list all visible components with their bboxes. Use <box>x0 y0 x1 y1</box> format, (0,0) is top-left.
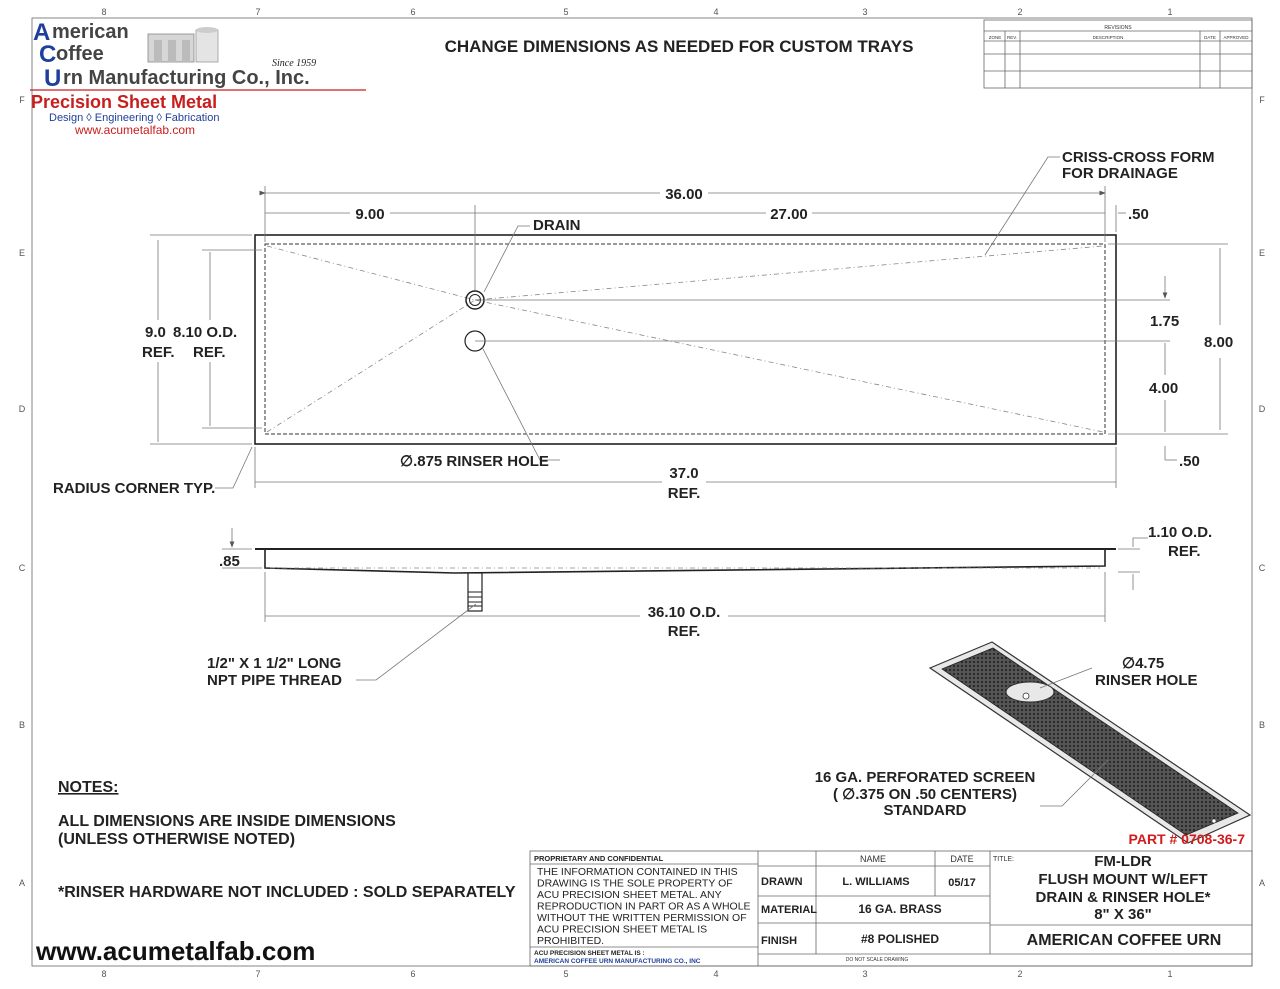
rev-col-zone: ZONE <box>988 35 1002 40</box>
dim-3610-ref: REF. <box>667 623 701 640</box>
logo-precision: Precision Sheet Metal <box>31 92 218 112</box>
tb-title-line: FM-LDR <box>1094 853 1152 870</box>
dim-4-00: 4.00 <box>1149 380 1179 397</box>
top-view-dimensions <box>53 149 1233 502</box>
zone-label-right: E <box>1258 248 1266 258</box>
logo-word-coffee: offee <box>56 43 104 65</box>
tb-drawn-label: DRAWN <box>761 876 803 888</box>
zone-label-top: 7 <box>255 7 261 17</box>
notes-line1: ALL DIMENSIONS ARE INSIDE DIMENSIONS <box>58 813 396 830</box>
zone-label-right: C <box>1258 563 1266 573</box>
urn-icon <box>148 27 218 62</box>
part-number: PART # 0708-36-7 <box>1128 831 1245 847</box>
zone-label-bottom: 1 <box>1167 969 1173 979</box>
website-url: www.acumetalfab.com <box>36 936 316 966</box>
rev-col-approved: APPROVED <box>1223 35 1249 40</box>
revisions-title: REVISIONS <box>1104 25 1132 31</box>
zone-label-top: 6 <box>410 7 416 17</box>
logo-services: Design ◊ Engineering ◊ Fabrication <box>49 112 220 124</box>
tb-do-not-scale: DO NOT SCALE DRAWING <box>845 957 909 963</box>
tb-drawn-name: L. WILLIAMS <box>842 876 910 888</box>
zone-label-bottom: 5 <box>563 969 569 979</box>
tb-title-line: 8" X 36" <box>1094 906 1152 923</box>
title-block <box>530 851 1252 966</box>
logo-letter-u: U <box>44 65 62 92</box>
tb-prop-line: THE INFORMATION CONTAINED IN THIS <box>537 866 738 878</box>
tb-company: AMERICAN COFFEE URN <box>1026 932 1222 949</box>
logo-word-urn: rn Manufacturing Co., Inc. <box>63 67 310 89</box>
dim-37: 37.0 <box>669 465 699 482</box>
notes-line3: *RINSER HARDWARE NOT INCLUDED : SOLD SEPARATELY <box>58 884 516 901</box>
zone-label-bottom: 3 <box>862 969 868 979</box>
label-pipe-1: 1/2" X 1 1/2" LONG <box>207 655 342 672</box>
label-screen-2: ( ∅.375 ON .50 CENTERS) <box>833 786 1017 803</box>
dim-085: .85 <box>219 553 240 570</box>
rev-col-description: DESCRIPTION <box>1092 35 1124 40</box>
logo-word-american: merican <box>52 21 129 43</box>
zone-label-top: 5 <box>563 7 569 17</box>
dim-36: 36.00 <box>665 186 703 203</box>
dim-37-ref: REF. <box>667 485 701 502</box>
tb-finish-label: FINISH <box>761 935 798 947</box>
zone-label-left: F <box>19 95 25 105</box>
zone-label-left: C <box>18 563 26 573</box>
label-crisscross-2: FOR DRAINAGE <box>1062 165 1178 182</box>
zone-label-left: E <box>18 248 26 258</box>
page-title: CHANGE DIMENSIONS AS NEEDED FOR CUSTOM TRAYS <box>444 37 914 56</box>
tb-acu-line: ACU PRECISION SHEET METAL IS : <box>534 950 645 957</box>
side-view <box>255 549 1116 611</box>
zone-label-right: F <box>1259 95 1265 105</box>
dim-27: 27.00 <box>770 206 808 223</box>
dim-110-ref: REF. <box>1168 543 1201 560</box>
dim-1-75: 1.75 <box>1150 313 1180 330</box>
tb-date-header: DATE <box>950 854 974 864</box>
dim-9-0-ref: REF. <box>142 344 175 361</box>
zone-label-bottom: 2 <box>1017 969 1023 979</box>
dim-810: 8.10 O.D. <box>173 324 238 341</box>
notes-heading: NOTES: <box>58 779 119 796</box>
zone-label-right: B <box>1258 720 1266 730</box>
label-screen-1: 16 GA. PERFORATED SCREEN <box>814 769 1036 786</box>
tray-outline <box>255 235 1116 444</box>
zone-label-left: A <box>18 878 26 888</box>
tb-prop-line: ACU PRECISION SHEET METAL. ANY <box>537 889 722 901</box>
tb-acu-company: AMERICAN COFFEE URN MANUFACTURING CO., INC <box>534 958 701 965</box>
zone-label-top: 8 <box>101 7 107 17</box>
label-drain: DRAIN <box>533 217 581 234</box>
dim-050-top: .50 <box>1128 206 1149 223</box>
tb-name-header: NAME <box>859 854 887 864</box>
tb-prop-line: WITHOUT THE WRITTEN PERMISSION OF <box>537 912 747 924</box>
tb-proprietary: PROPRIETARY AND CONFIDENTIAL <box>534 854 664 863</box>
zone-label-top: 1 <box>1167 7 1173 17</box>
zone-label-right: A <box>1258 878 1266 888</box>
zone-label-top: 2 <box>1017 7 1023 17</box>
dim-050-bottom: .50 <box>1179 453 1200 470</box>
logo-letter-a: A <box>33 19 51 46</box>
rev-col-date: DATE <box>1204 35 1216 40</box>
tb-prop-line: ACU PRECISION SHEET METAL IS <box>537 923 708 936</box>
logo-url: www.acumetalfab.com <box>75 123 196 137</box>
tray-inner-outline <box>265 244 1105 434</box>
tb-prop-line: DRAWING IS THE SOLE PROPERTY OF <box>537 877 733 890</box>
dim-810-ref: REF. <box>193 344 226 361</box>
label-rinser-475-1: ∅4.75 <box>1122 655 1165 672</box>
rev-col-rev: REV. <box>1006 35 1018 40</box>
zone-label-bottom: 7 <box>255 969 261 979</box>
zone-label-right: D <box>1258 404 1266 414</box>
logo-letter-c: C <box>39 41 57 68</box>
zone-label-left: D <box>18 404 26 414</box>
zone-label-bottom: 8 <box>101 969 107 979</box>
zone-label-bottom: 6 <box>410 969 416 979</box>
notes <box>35 779 516 966</box>
tb-prop-line: PROHIBITED. <box>537 935 605 947</box>
label-screen-3: STANDARD <box>883 802 967 819</box>
zone-label-bottom: 4 <box>713 969 719 979</box>
label-rinser-475-2: RINSER HOLE <box>1095 672 1198 689</box>
top-view <box>255 235 1170 444</box>
tb-finish: #8 POLISHED <box>860 932 940 946</box>
isometric-view <box>815 642 1250 843</box>
notes-line2: (UNLESS OTHERWISE NOTED) <box>58 831 296 848</box>
tb-drawn-date: 05/17 <box>948 877 976 889</box>
dim-9: 9.00 <box>355 206 385 223</box>
dim-110: 1.10 O.D. <box>1148 524 1213 541</box>
label-rinser-hole: ∅.875 RINSER HOLE <box>400 453 549 470</box>
zone-label-left: B <box>18 720 26 730</box>
dim-3610: 36.10 O.D. <box>647 604 721 621</box>
revisions-table <box>984 20 1252 88</box>
label-radius-corner: RADIUS CORNER TYP. <box>53 480 216 497</box>
zone-label-top: 3 <box>862 7 868 17</box>
tb-material-label: MATERIAL <box>761 904 818 916</box>
tb-title-line: FLUSH MOUNT W/LEFT <box>1038 871 1208 888</box>
dim-9-0: 9.0 <box>145 324 166 341</box>
tb-material: 16 GA. BRASS <box>858 902 942 916</box>
label-pipe-2: NPT PIPE THREAD <box>207 672 343 689</box>
tb-title-line: DRAIN & RINSER HOLE* <box>1035 889 1211 906</box>
company-logo <box>30 19 366 137</box>
label-crisscross-1: CRISS-CROSS FORM <box>1062 149 1215 166</box>
tb-title-label: TITLE: <box>993 856 1015 863</box>
dim-8-00: 8.00 <box>1204 334 1234 351</box>
tb-prop-line: REPRODUCTION IN PART OR AS A WHOLE <box>537 900 751 913</box>
logo-since: Since 1959 <box>272 58 317 69</box>
zone-label-top: 4 <box>713 7 719 17</box>
